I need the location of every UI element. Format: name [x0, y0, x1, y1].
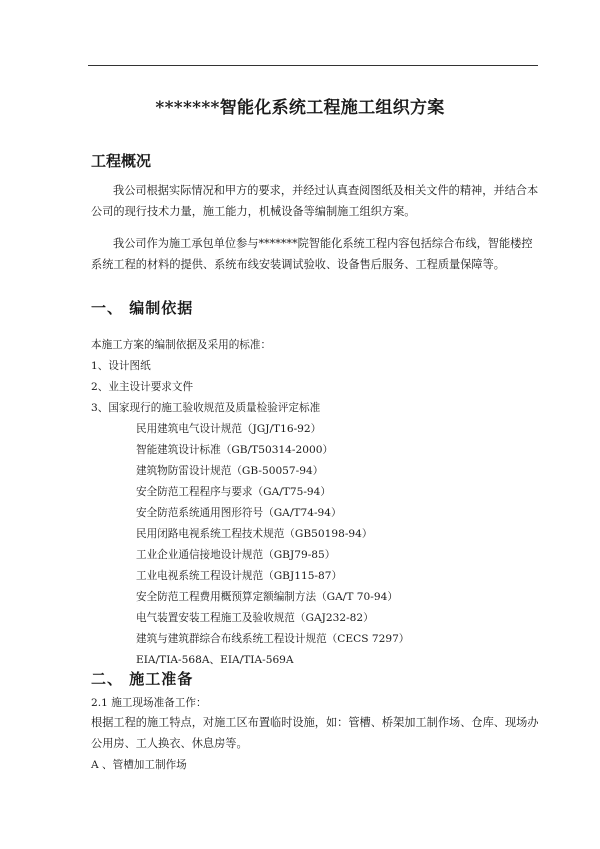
overview-heading: 工程概况 [91, 152, 152, 170]
standard-item: 建筑物防雷设计规范（GB-50057-94） [136, 465, 324, 477]
basis-intro: 本施工方案的编制依据及采用的标准： [91, 339, 272, 351]
overview-paragraph-2: 我公司作为施工承包单位参与*******院智能化系统工程内容包括综合布线，智能楼控系统工程的材料的提供、系统布线安装调试验收、设备售后服务、工程质量保障等。 [91, 237, 533, 271]
standard-item: 工业企业通信接地设计规范（GBJ79-85） [136, 549, 336, 561]
prep-subheading: 2.1 施工现场准备工作： [91, 697, 207, 709]
standard-item: 电气装置安装工程施工及验收规范（GAJ232-82） [136, 612, 374, 624]
prep-paragraph: 根据工程的施工特点，对施工区布置临时设施，如：管槽、桥架加工制作场、仓库、现场办公用房、工人换衣、休息房等。 [91, 716, 539, 750]
basis-item: 3、国家现行的施工验收规范及质量检验评定标准 [91, 402, 321, 414]
standard-item: 安全防范工程程序与要求（GA/T75-94） [136, 486, 332, 498]
standard-item: EIA/TIA-568A、EIA/TIA-569A [136, 654, 294, 666]
prep-heading: 二、 施工准备 [91, 670, 194, 688]
standard-item: 安全防范系统通用图形符号（GA/T74-94） [136, 507, 342, 519]
basis-item: 1、设计图纸 [91, 360, 151, 372]
standard-item: 工业电视系统工程设计规范（GBJ115-87） [136, 570, 343, 582]
header-rule [88, 65, 538, 66]
prep-item-a: A 、管槽加工制作场 [91, 759, 187, 771]
standard-item: 民用闭路电视系统工程技术规范（GB50198-94） [136, 528, 373, 540]
overview-paragraph-1: 我公司根据实际情况和甲方的要求，并经过认真查阅图纸及相关文件的精神，并结合本公司的现行技术力量，施工能力，机械设备等编制施工组织方案。 [91, 184, 539, 218]
basis-item: 2、业主设计要求文件 [91, 381, 194, 393]
standard-item: 安全防范工程费用概预算定额编制方法（GA/T 70-94） [136, 591, 398, 603]
standard-item: 民用建筑电气设计规范（JGJ/T16-92） [136, 423, 322, 435]
document-title: *******智能化系统工程施工组织方案 [155, 98, 445, 118]
standard-item: 建筑与建筑群综合布线系统工程设计规范（CECS 7297） [136, 633, 410, 645]
basis-heading: 一、 编制依据 [91, 299, 194, 317]
standard-item: 智能建筑设计标准（GB/T50314-2000） [136, 444, 334, 456]
